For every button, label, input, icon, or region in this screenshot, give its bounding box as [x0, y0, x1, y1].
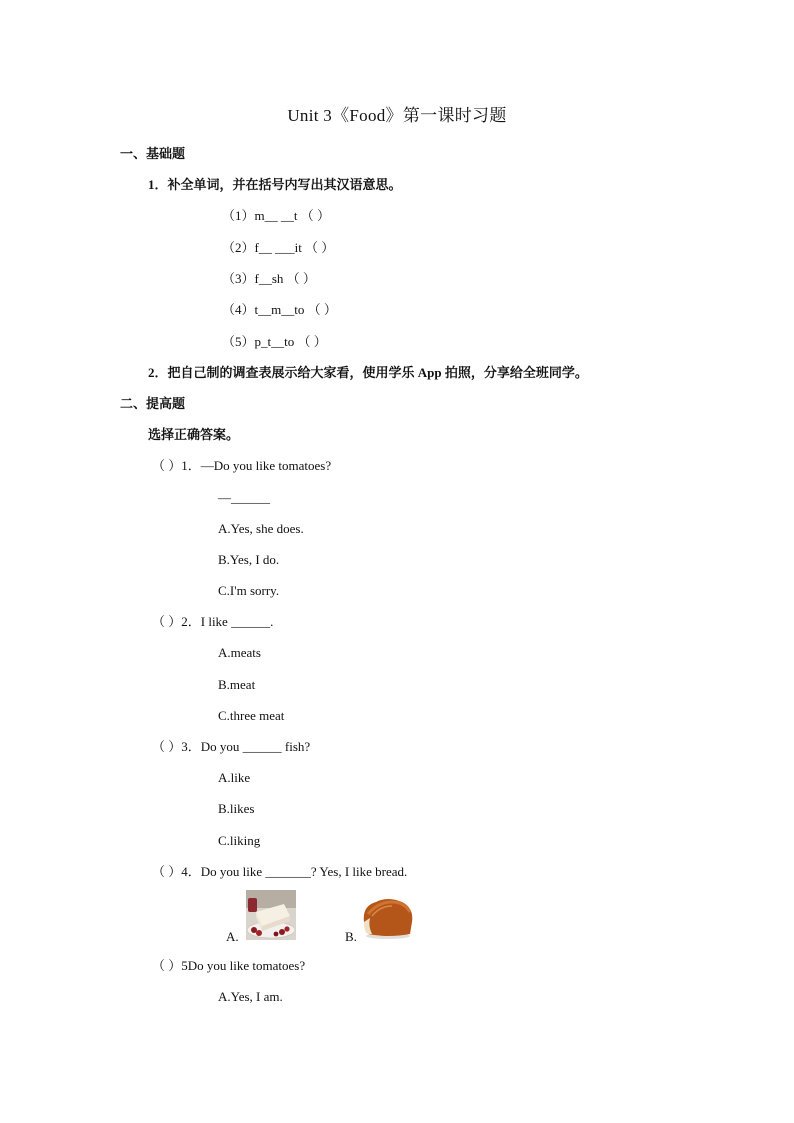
- section2-heading: 二、提高题: [120, 396, 186, 411]
- q1-item: （4）t__m__to （ ）: [222, 302, 337, 317]
- q1-instruction: 1．补全单词，并在括号内写出其汉语意思。: [148, 177, 402, 192]
- loaf-of-bread-image: [358, 892, 416, 940]
- mc-option: B.likes: [218, 801, 255, 816]
- q1-item: （1）m__ __t （ ）: [222, 208, 330, 223]
- mc-option: C.I'm sorry.: [218, 583, 280, 598]
- q1-item: （2）f__ ___it （ ）: [222, 240, 335, 255]
- section2-instruction: 选择正确答案。: [148, 427, 240, 442]
- q1-item: （3）f__sh （ ）: [222, 271, 316, 286]
- q2-instruction: 2．把自己制的调查表展示给大家看，使用学乐 App 拍照，分享给全班同学。: [148, 365, 588, 380]
- mc-question-stem: （ ）1．—Do you like tomatoes?: [152, 458, 332, 473]
- mc-option: C.liking: [218, 833, 261, 848]
- page-title: Unit 3《Food》第一课时习题: [287, 106, 507, 125]
- mc-option: A.: [226, 929, 239, 944]
- mc-option: B.meat: [218, 677, 256, 692]
- mc-option: A.Yes, she does.: [218, 521, 304, 536]
- mc-option: A.like: [218, 770, 251, 785]
- mc-question-stem: （ ）3．Do you ______ fish?: [152, 739, 311, 754]
- mc-option: C.three meat: [218, 708, 285, 723]
- mc-option: A.meats: [218, 645, 261, 660]
- mc-option: B.: [345, 929, 357, 944]
- mc-question-stem: （ ）4．Do you like _______? Yes, I like bread.: [152, 864, 408, 879]
- cake-with-cherries-image: [246, 890, 296, 940]
- mc-answer-blank: —______: [218, 490, 270, 505]
- mc-option: A.Yes, I am.: [218, 989, 283, 1004]
- mc-question-stem: （ ）5Do you like tomatoes?: [152, 958, 306, 973]
- q1-item: （5）p_t__to （ ）: [222, 334, 327, 349]
- mc-question-stem: （ ）2．I like ______.: [152, 614, 274, 629]
- section1-heading: 一、基础题: [120, 146, 186, 161]
- mc-option: B.Yes, I do.: [218, 552, 280, 567]
